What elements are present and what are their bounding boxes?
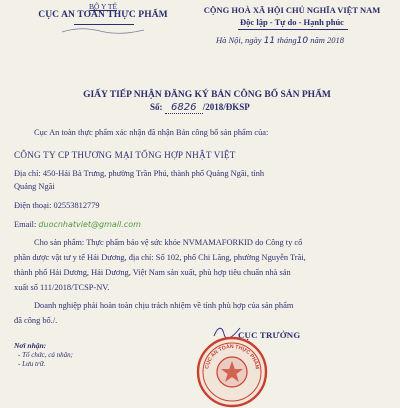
address-line-1: Địa chỉ: 450-Hải Bà Trưng, phường Trần Phú, thành phố Quảng Ngãi, tỉnh [14,169,265,178]
seal-text: CỤC AN TOÀN THỰC PHẨM [204,343,260,370]
product-line-4: xuất số 111/2018/TCSP-NV. [14,283,110,292]
address-line-2: Quảng Ngãi [14,182,55,191]
responsibility-line-1: Doanh nghiệp phải hoàn toàn chịu trách nhiệm về tính phù hợp của sản phẩm [34,301,294,310]
product-line-2: phần dược vật tư y tế Hải Dương, địa chỉ: Số 102, phố Chi Lăng, phường Nguyễn Trãi, [14,253,306,262]
motto-divider [238,29,348,30]
recipients-label: Nơi nhận: [14,341,47,350]
header-stamp-mark-icon [60,26,146,36]
nation-name: CỘNG HOÀ XÃ HỘI CHỦ NGHĨA VIỆT NAM [203,5,381,15]
number-handwritten: 6826 [165,102,203,114]
document-title: GIẤY TIẾP NHẬN ĐĂNG KÝ BẢN CÔNG BỐ SẢN PHẨM [83,90,331,100]
date-month-label: tháng [277,35,297,45]
product-line-1: Cho sản phẩm: Thực phẩm bảo vệ sức khỏe NVMAMAFORKID do Công ty cổ [34,238,303,247]
recipient-item: - Lưu trữ. [18,360,46,368]
signer-title: CỤC TRƯỞNG [238,330,301,340]
responsibility-line-2: đã công bố./. [14,316,58,325]
email-line [14,220,141,229]
issue-date [216,35,344,46]
agency-divider [74,24,134,25]
product-line-3: thành phố Hải Dương, Hải Dương, Việt Nam sản xuất, phù hợp tiêu chuẩn nhà sản [14,268,291,277]
email-label: Email: [14,220,37,229]
recipient-item: - Tổ chức, cá nhân; [18,351,73,359]
date-month: 10 [296,36,309,46]
email-value: duocnhatviet@gmail.com [38,220,141,229]
ministry-name: BỘ Y TẾ [88,2,118,11]
agency-name: CỤC AN TOÀN THỰC PHẨM [38,10,168,20]
company-name: CÔNG TY CP THƯƠNG MẠI TỔNG HỢP NHẬT VIỆT [14,150,236,160]
intro-text: Cục An toàn thực phẩm xác nhận đã nhận Bản công bố sản phẩm của: [34,128,269,137]
date-place: Hà Nội, ngày [216,35,262,45]
number-suffix: /2018/ĐKSP [202,102,250,112]
national-motto: Độc lập - Tự do - Hạnh phúc [240,17,344,27]
document-number [150,102,250,114]
date-day: 11 [263,36,276,46]
number-label: Số: [150,102,163,112]
official-seal-icon [196,336,268,408]
date-year: năm 2018 [310,35,344,45]
phone-line: Điện thoại: 02553812779 [14,201,100,210]
